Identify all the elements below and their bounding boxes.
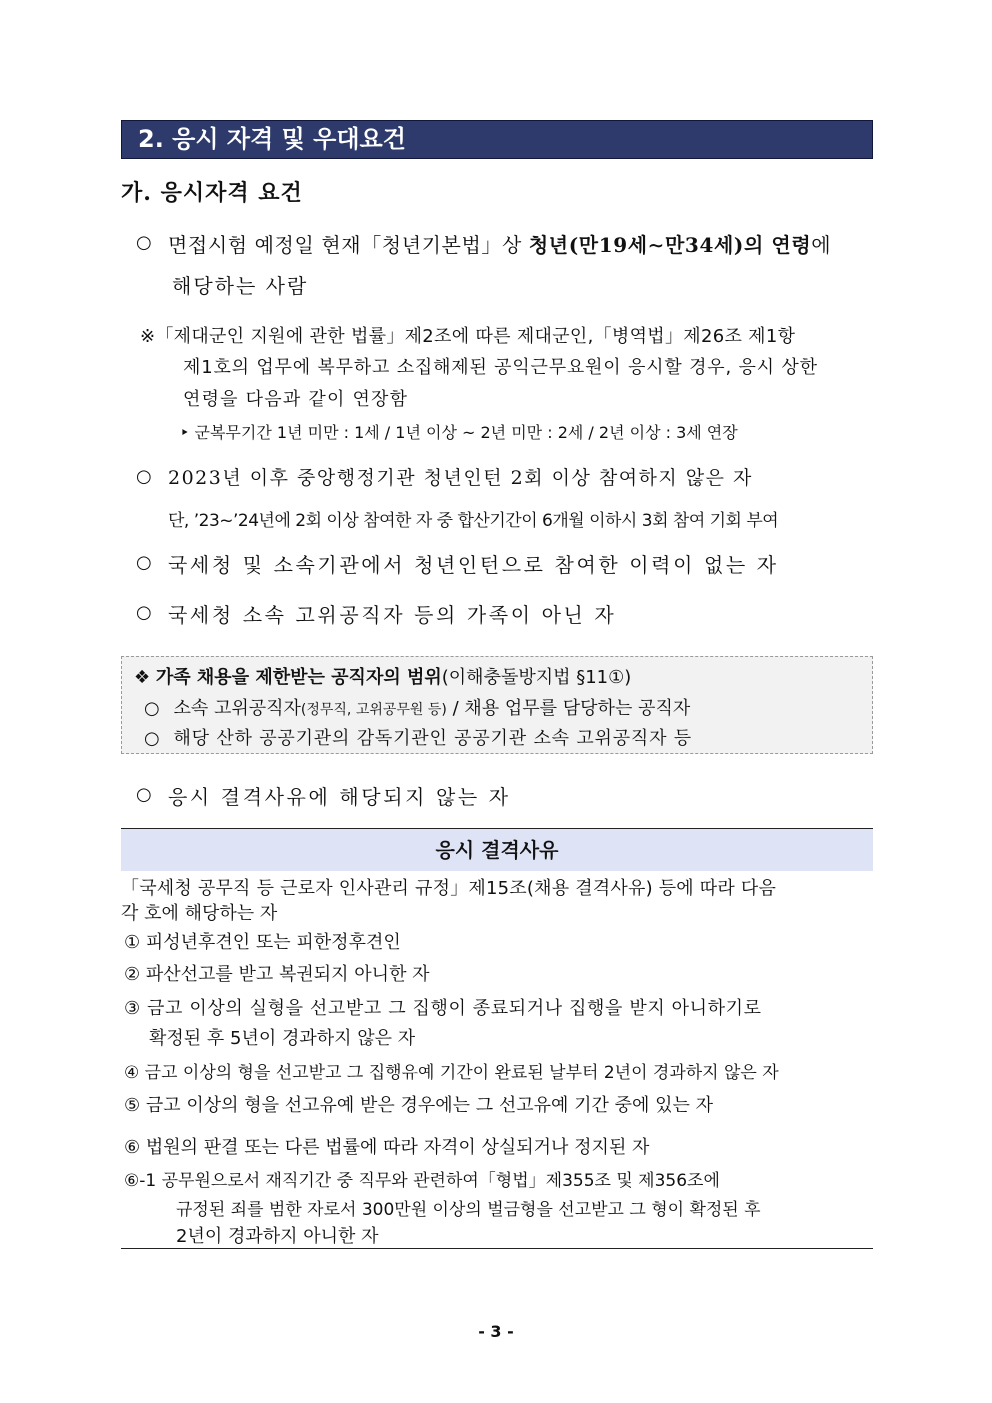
family-box-item1 [144, 694, 690, 720]
req1-suffix: 에 [811, 233, 832, 257]
note-line3: 연령을 다음과 같이 연장함 [183, 389, 409, 410]
disq-item-6-1: ⑥-1 공무원으로서 재직기간 중 직무와 관련하여「형법」제355조 및 제356조에 [124, 1171, 720, 1191]
disq-intro-line1: 「국세청 공무직 등 근로자 인사관리 규정」제15조(채용 결격사유) 등에 따라 다음 [121, 878, 777, 899]
subsection-title: 가. 응시자격 요건 [121, 180, 303, 206]
family-box-item2 [144, 724, 692, 750]
family-box-title-bold: 가족 채용을 제한받는 공직자의 범위 [155, 667, 442, 688]
req1-line1 [168, 229, 831, 258]
req5: 응시 결격사유에 해당되지 않는 자 [168, 785, 511, 809]
family-item2-text: 해당 산하 공공기관의 감독기관인 공공기관 소속 고위공직자 등 [173, 728, 692, 749]
disq-intro-line2: 각 호에 해당하는 자 [121, 903, 278, 924]
disq-item-2: ② 파산선고를 받고 복권되지 아니한 자 [124, 964, 430, 985]
disqualification-header-text: 응시 결격사유 [435, 838, 559, 862]
bullet-circle: ○ [136, 552, 152, 573]
family-restriction-box [121, 656, 873, 754]
req4: 국세청 소속 고위공직자 등의 가족이 아닌 자 [168, 603, 617, 627]
note-sub-bullet: ‣ 군복무기간 1년 미만 : 1세 / 1년 이상 ~ 2년 미만 : 2세 / 2년 이상 : 3세 연장 [180, 423, 738, 442]
family-item1-small: (정무직, 고위공무원 등) [300, 702, 447, 718]
note-line2: 제1호의 업무에 복무하고 소집해제된 공익근무요원이 응시할 경우, 응시 상한 [183, 357, 818, 378]
bullet-circle: ○ [144, 698, 160, 719]
disq-item-6-1-cont2: 2년이 경과하지 아니한 자 [176, 1226, 379, 1247]
disqualification-header [121, 829, 873, 871]
disq-item-4: ④ 금고 이상의 형을 선고받고 그 집행유예 기간이 완료된 날부터 2년이 경과하지 않은 자 [124, 1063, 779, 1083]
note-line1: ※「제대군인 지원에 관한 법률」제2조에 따른 제대군인,「병역법」제26조 제1항 [140, 326, 796, 347]
disq-item-3: ③ 금고 이상의 실형을 선고받고 그 집행이 종료되거나 집행을 받지 아니하기로 [124, 998, 762, 1019]
disq-item-6: ⑥ 법원의 판결 또는 다른 법률에 따라 자격이 상실되거나 정지된 자 [124, 1137, 650, 1158]
family-item1-pre: 소속 고위공직자 [173, 698, 301, 719]
family-box-title [134, 663, 631, 689]
disq-item-1: ① 피성년후견인 또는 피한정후견인 [124, 932, 401, 953]
req1-line2: 해당하는 사람 [172, 274, 309, 298]
disq-item-3-cont: 확정된 후 5년이 경과하지 않은 자 [149, 1028, 416, 1049]
bullet-circle: ○ [136, 602, 152, 623]
family-item1-post: / 채용 업무를 담당하는 공직자 [446, 698, 691, 719]
bullet-circle: ○ [144, 728, 160, 749]
disq-item-5: ⑤ 금고 이상의 형을 선고유예 받은 경우에는 그 선고유예 기간 중에 있는 자 [124, 1095, 714, 1116]
table-bottom-rule [121, 1248, 873, 1249]
req1-age-bold: 청년(만19세∼만34세)의 연령 [528, 233, 812, 257]
req3: 국세청 및 소속기관에서 청년인턴으로 참여한 이력이 없는 자 [168, 553, 779, 577]
req2-line1: 2023년 이후 중앙행정기관 청년인턴 2회 이상 참여하지 않은 자 [168, 467, 753, 489]
bullet-circle: ○ [136, 232, 152, 253]
req2-line2: 단, ’23~’24년에 2회 이상 참여한 자 중 합산기간이 6개월 이하시 3회 참여 기회 부여 [168, 511, 779, 531]
family-box-title-paren: (이해충돌방지법 §11①) [441, 667, 632, 688]
bullet-circle: ○ [136, 784, 152, 805]
page-number: - 3 - [478, 1322, 514, 1341]
disq-item-6-1-cont1: 규정된 죄를 범한 자로서 300만원 이상의 벌금형을 선고받고 그 형이 확정된 후 [176, 1200, 761, 1220]
section-title: 2. 응시 자격 및 우대요건 [121, 120, 873, 159]
req1-text: 면접시험 예정일 현재「청년기본법」상 [168, 233, 529, 257]
diamond-bullet-icon: ❖ [134, 667, 151, 688]
bullet-circle: ○ [136, 466, 152, 487]
